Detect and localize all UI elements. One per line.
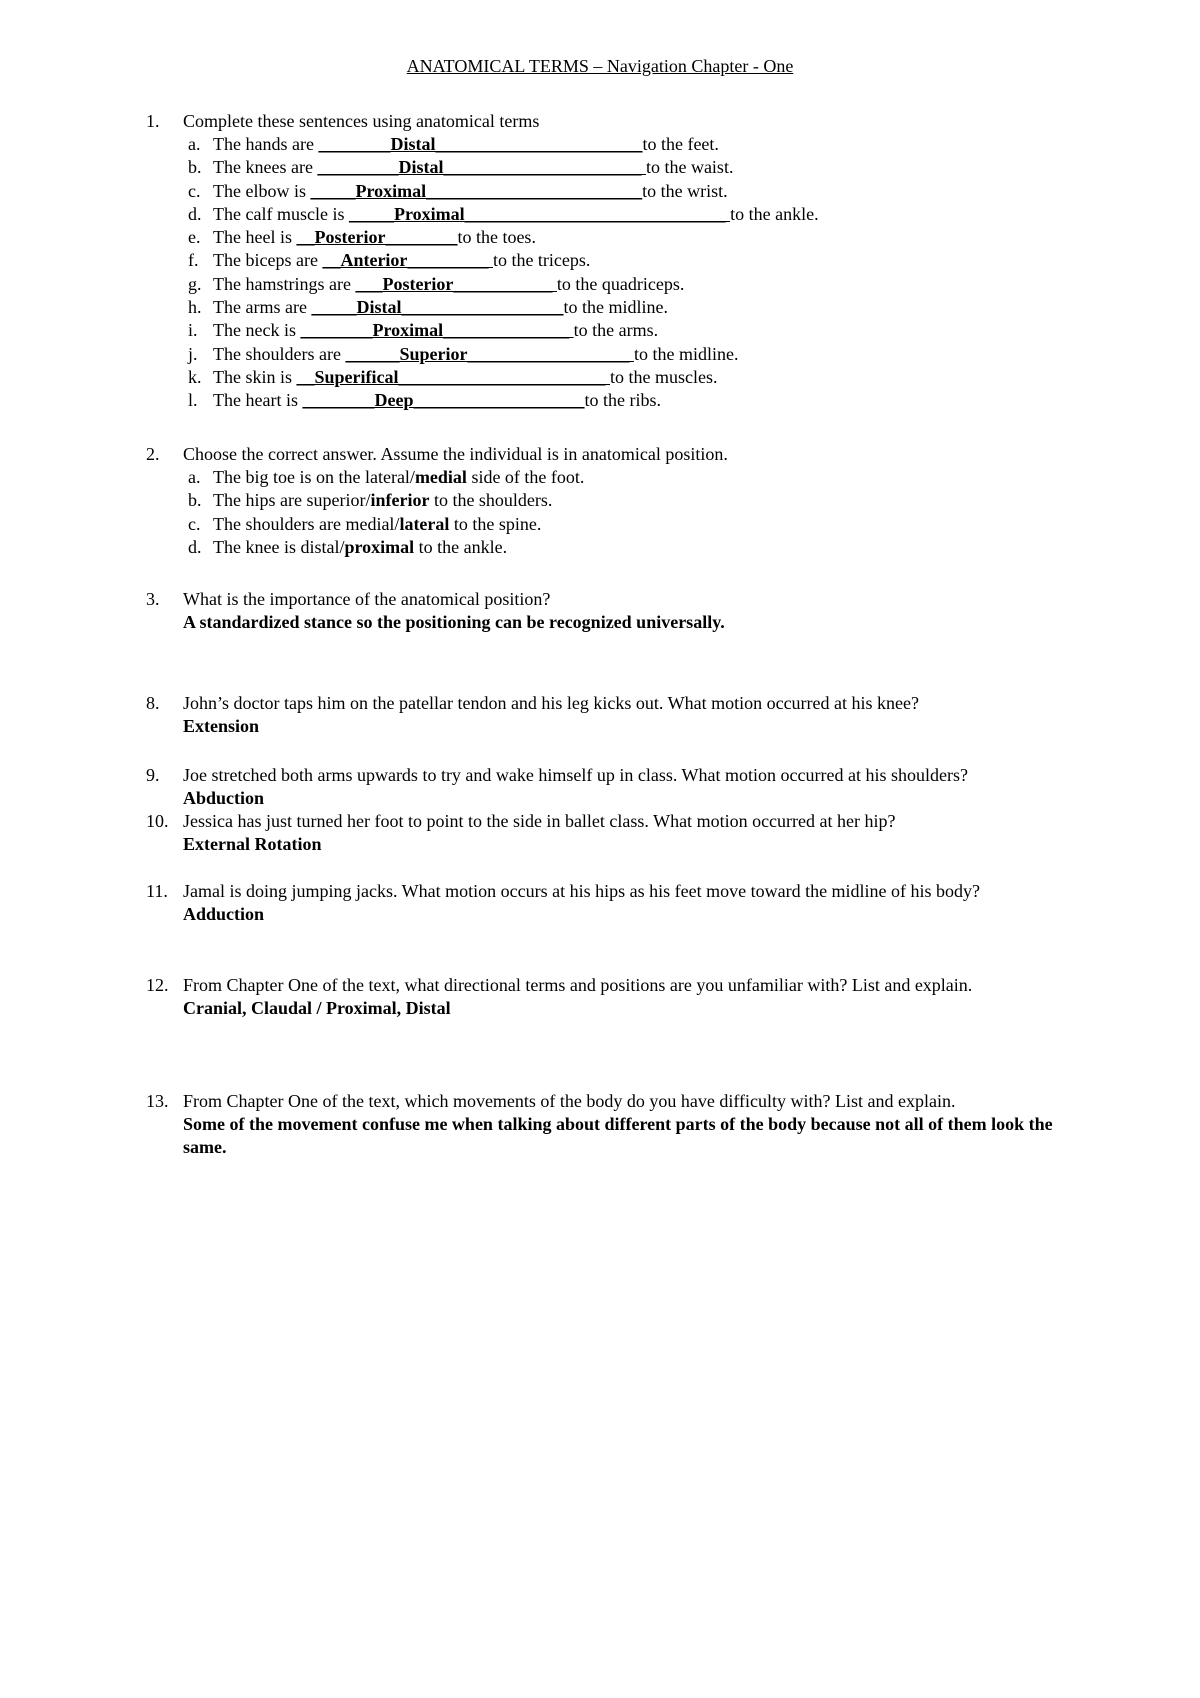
question-2 [146,443,1066,559]
item-stem: The hips are superior/ [213,490,371,511]
filled-answer: Superifical [314,366,399,387]
item-ending: to the feet. [642,134,719,154]
item-stem: The shoulders are medial/ [213,513,400,534]
item-ending: to the spine. [449,513,542,534]
blank-tail: __________________ [401,297,564,318]
item-letter: c. [188,513,201,534]
question-prompt: Choose the correct answer. Assume the individual is in anatomical position. [183,444,728,464]
answer-blank [355,274,556,294]
answer-blank [296,227,457,247]
question-11 [146,880,1066,926]
blank-lead: _____ [348,203,394,224]
filled-answer: Distal [390,134,436,154]
blank-lead: ___ [355,273,383,294]
question-8 [146,692,1066,738]
filled-answer: Proximal [372,320,444,341]
question-number: 1. [146,111,160,131]
blank-tail: ______________________ [443,157,646,178]
blank-tail: _________ [407,250,493,271]
item-letter: e. [188,227,201,248]
question-number: 10. [146,811,169,831]
item-stem: The knees are [213,157,318,178]
question-prompt: Jamal is doing jumping jacks. What motion occurs at his hips as his feet move toward the midline of his body? [183,881,981,901]
item-letter: a. [188,134,201,154]
question-9 [146,764,1066,810]
question-prompt: What is the importance of the anatomical position? [183,589,551,609]
blank-lead: ________ [302,390,375,411]
blank-lead: ________ [318,134,391,154]
item-letter: i. [188,320,198,341]
item-ending: to the wrist. [642,180,728,201]
filled-answer: Proximal [355,180,427,201]
item-letter: b. [188,157,202,178]
answer-blank [300,320,573,340]
question-number: 3. [146,589,160,609]
item-ending: to the shoulders. [429,490,553,511]
question-prompt: Complete these sentences using anatomical terms [183,111,540,131]
blank-lead: ________ [300,320,373,341]
blank-tail: ______________ [443,320,574,341]
question-12 [146,974,1066,1020]
blank-lead: _________ [317,157,399,178]
item-stem: The heart is [213,390,303,411]
item-ending: to the quadriceps. [556,273,685,294]
item-letter: c. [188,180,201,201]
question-13 [146,1090,1066,1159]
selected-choice: medial [414,467,467,487]
question-number: 12. [146,975,169,995]
question-number: 13. [146,1091,169,1111]
blank-lead: __ [296,227,315,248]
fill-in-item [183,273,1066,296]
selected-choice: lateral [399,513,450,534]
answer-text: Abduction [183,788,265,808]
blank-tail: _______________________ [435,134,643,154]
item-stem: The arms are [213,297,312,318]
item-stem: The calf muscle is [213,203,349,224]
answer-blank [317,157,646,177]
item-stem: The knee is distal/ [213,536,345,557]
item-stem: The biceps are [213,250,323,271]
choice-item [183,513,1066,536]
fill-in-item [183,296,1066,319]
blank-tail: ________________________ [426,180,643,201]
question-prompt: Jessica has just turned her foot to point to the side in ballet class. What motion occurred at her hip? [183,811,896,831]
item-letter: b. [188,490,202,511]
question-10 [146,810,1066,856]
fill-in-item [183,180,1066,203]
item-stem: The neck is [213,320,301,341]
fill-in-item [183,319,1066,342]
blank-tail: _____________________________ [464,203,731,224]
item-stem: The shoulders are [213,343,346,364]
question-number: 8. [146,693,160,713]
answer-blank [310,181,642,201]
item-letter: f. [188,250,199,271]
item-letter: g. [188,273,202,294]
answer-blank [297,367,611,387]
item-stem: The skin is [213,366,297,387]
answer-text: A standardized stance so the positioning can be recognized universally. [183,612,725,632]
blank-lead: ______ [345,343,400,364]
answer-blank [345,344,634,364]
question-3 [146,588,1066,634]
filled-answer: Posterior [382,273,454,294]
question-prompt: John’s doctor taps him on the patellar tendon and his leg kicks out. What motion occurred at his knee? [183,693,919,713]
item-letter: j. [188,343,198,364]
item-ending: to the toes. [457,227,536,248]
blank-lead: __ [322,250,341,271]
fill-in-item [183,156,1066,179]
answer-blank [349,204,730,224]
blank-tail: ________ [385,227,458,248]
selected-choice: inferior [370,490,430,511]
item-ending: to the arms. [573,320,659,341]
filled-answer: Distal [356,297,402,318]
answer-blank [322,250,492,270]
choice-list [183,466,1066,559]
item-letter: d. [188,203,202,224]
choice-item [183,466,1066,489]
question-prompt: From Chapter One of the text, what directional terms and positions are you unfamiliar with? List and explain. [183,975,973,995]
item-stem: The hands are [213,134,319,154]
item-ending: side of the foot. [466,467,585,487]
item-letter: d. [188,536,202,557]
filled-answer: Posterior [314,227,386,248]
filled-answer: Distal [398,157,444,178]
item-ending: to the midline. [633,343,739,364]
answer-text: External Rotation [183,834,322,854]
item-letter: l. [188,390,198,411]
item-ending: to the ribs. [584,390,661,411]
item-stem: The elbow is [213,180,311,201]
item-ending: to the ankle. [730,203,819,224]
item-ending: to the midline. [563,297,668,318]
fill-in-item [183,226,1066,249]
blank-tail: ___________ [453,273,557,294]
answer-text: Adduction [183,904,265,924]
item-ending: to the waist. [645,157,734,178]
blank-tail: __________________ [467,343,634,364]
fill-in-item [183,366,1066,389]
item-ending: to the ankle. [414,536,508,557]
blank-tail: _______________________ [398,366,610,387]
fill-in-list [183,133,1066,413]
blank-lead: _____ [310,180,356,201]
filled-answer: Superior [399,343,468,364]
fill-in-item [183,343,1066,366]
item-letter: k. [188,366,202,387]
answer-text: Cranial, Claudal / Proximal, Distal [183,998,451,1018]
answer-blank [311,297,563,317]
question-number: 9. [146,765,160,785]
answer-text: Extension [183,716,260,736]
item-ending: to the triceps. [492,250,591,271]
selected-choice: proximal [344,536,415,557]
item-stem: The big toe is on the lateral/ [213,467,415,487]
blank-tail: ___________________ [413,390,585,411]
question-prompt: From Chapter One of the text, which movements of the body do you have difficulty with? List and explain. [183,1091,956,1111]
filled-answer: Proximal [393,203,465,224]
item-stem: The hamstrings are [213,273,356,294]
filled-answer: Anterior [340,250,408,271]
question-number: 11. [146,881,168,901]
question-number: 2. [146,444,160,464]
fill-in-item [183,133,1066,156]
answer-blank [318,134,642,154]
question-prompt: Joe stretched both arms upwards to try and wake himself up in class. What motion occurred at his shoulders? [183,765,968,785]
choice-item [183,536,1066,559]
item-stem: The heel is [213,227,297,248]
page-title: ANATOMICAL TERMS – Navigation Chapter - One [406,56,794,76]
choice-item [183,489,1066,512]
answer-text: Some of the movement confuse me when talking about different parts of the body because not all of them look the same. [183,1114,1053,1157]
answer-blank [302,390,584,410]
fill-in-item [183,389,1066,412]
fill-in-item [183,203,1066,226]
blank-lead: __ [296,366,315,387]
question-1 [146,110,1066,413]
item-letter: a. [188,467,201,487]
fill-in-item [183,249,1066,272]
item-ending: to the muscles. [610,366,718,387]
blank-lead: _____ [311,297,357,318]
filled-answer: Deep [374,390,414,411]
item-letter: h. [188,297,202,318]
